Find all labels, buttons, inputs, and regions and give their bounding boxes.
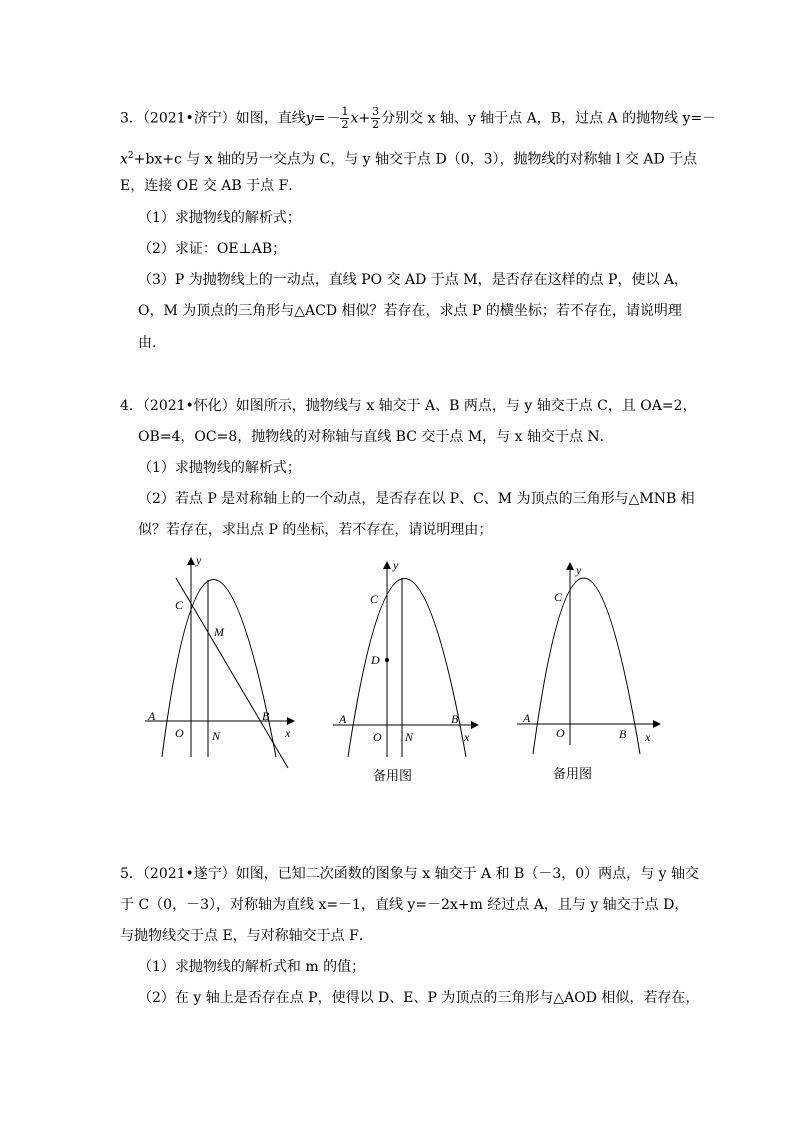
problem-3-question-2: （2）求证：OE⊥AB；	[138, 241, 287, 257]
fig2-label-b: B	[451, 712, 459, 726]
fig3-label-o: O	[556, 726, 565, 740]
fig1-label-o: O	[175, 726, 184, 740]
problem-3-question-3-line-3: 由．	[138, 335, 166, 351]
fig2-caption: 备用图	[373, 769, 413, 784]
fig3-label-y: y	[576, 563, 582, 577]
problem-4-line-1: 4．（2021•怀化）如图所示，抛物线与 x 轴交于 A、B 两点，与 y 轴交于点 C，且 OA=2，	[120, 398, 697, 414]
equation-y: y=－	[305, 110, 340, 127]
fig1-label-c: C	[175, 598, 184, 612]
fraction-denominator: 2	[372, 118, 380, 131]
fig1-label-a: A	[148, 709, 156, 723]
fig2-label-x: x	[464, 730, 470, 744]
fig2-label-n: N	[405, 730, 414, 744]
fraction-numerator: 1	[341, 105, 349, 118]
fig2-label-d: D	[371, 653, 380, 667]
problem-5-question-2: （2）在 y 轴上是否存在点 P，使得以 D、E、P 为顶点的三角形与△AOD 相似，若存在，	[138, 990, 700, 1006]
plus-sign: +	[133, 151, 146, 168]
fig1-label-b: B	[262, 709, 270, 723]
fig2-label-o: O	[373, 730, 382, 744]
fraction-numerator: 3	[372, 105, 380, 118]
fig3-label-x: x	[645, 730, 651, 744]
problem-5-line-2: 于 C（0，－3），对称轴为直线 x=－1，直线 y=－2x+m 经过点 A，且与 y 轴交于点 D，	[120, 897, 689, 913]
fig2-label-c: C	[370, 592, 379, 606]
fraction-denominator: 2	[341, 118, 349, 131]
fig1-label-m: M	[214, 625, 224, 639]
problem-5-line-3: 与抛物线交于点 E，与对称轴交于点 F．	[120, 928, 373, 944]
problem-3-question-3-line-1: （3）P 为抛物线上的一动点，直线 PO 交 AD 于点 M，是否存在这样的点 P，使以 A，	[138, 272, 689, 288]
fig3-label-b: B	[619, 727, 627, 741]
fig1-line-bc	[176, 578, 288, 768]
problem-3-text: bx+c 与 x 轴的另一交点为 C，与 y 轴交于点 D（0，3），抛物线的对称轴 l 交 AD 于点	[145, 151, 698, 168]
fig2-point-d	[385, 658, 388, 661]
fig1-label-y: y	[196, 553, 202, 567]
exponent: 2	[127, 151, 134, 161]
problem-3-question-1: （1）求抛物线的解析式；	[138, 210, 301, 226]
equation-x-term: x+	[350, 110, 371, 127]
fig3-label-c: C	[554, 590, 563, 604]
problem-3-line-3: E，连接 OE 交 AB 于点 F．	[120, 178, 303, 194]
problem-4-question-2-line-2: 似？若存在，求出点 P 的坐标，若不存在，请说明理由；	[138, 522, 493, 538]
problem-3-question-3-line-2: O，M 为顶点的三角形与△ACD 相似？若存在，求点 P 的横坐标；若不存在，请说明理	[138, 303, 682, 319]
term-x: x	[120, 151, 128, 168]
figure-2	[333, 558, 478, 757]
fig3-caption: 备用图	[553, 767, 593, 782]
fig3-label-a: A	[523, 711, 531, 725]
problem-3-intro: 3．（2021•济宁）如图，直线	[120, 110, 306, 127]
problem-4-question-1: （1）求抛物线的解析式；	[138, 460, 301, 476]
figure-1	[145, 553, 294, 768]
fig2-label-a: A	[339, 712, 347, 726]
figure-3	[517, 563, 660, 754]
problem-4-question-2-line-1: （2）若点 P 是对称轴上的一个动点，是否存在以 P、C、M 为顶点的三角形与△MNB 相	[138, 491, 695, 507]
problem-5-line-1: 5．（2021•遂宁）如图，已知二次函数的图象与 x 轴交于 A 和 B（－3，0）两点，与 y 轴交	[120, 866, 699, 882]
fig1-label-x: x	[285, 726, 291, 740]
problem-3-intro-rest: 分别交 x 轴、y 轴于点 A，B，过点 A 的抛物线 y=－	[381, 110, 717, 127]
problem-4-line-2: OB=4，OC=8，抛物线的对称轴与直线 BC 交于点 M，与 x 轴交于点 N．	[138, 429, 614, 445]
fig2-label-y: y	[393, 558, 399, 572]
problem-5-question-1: （1）求抛物线的解析式和 m 的值；	[138, 959, 366, 975]
fig1-label-n: N	[212, 729, 221, 743]
